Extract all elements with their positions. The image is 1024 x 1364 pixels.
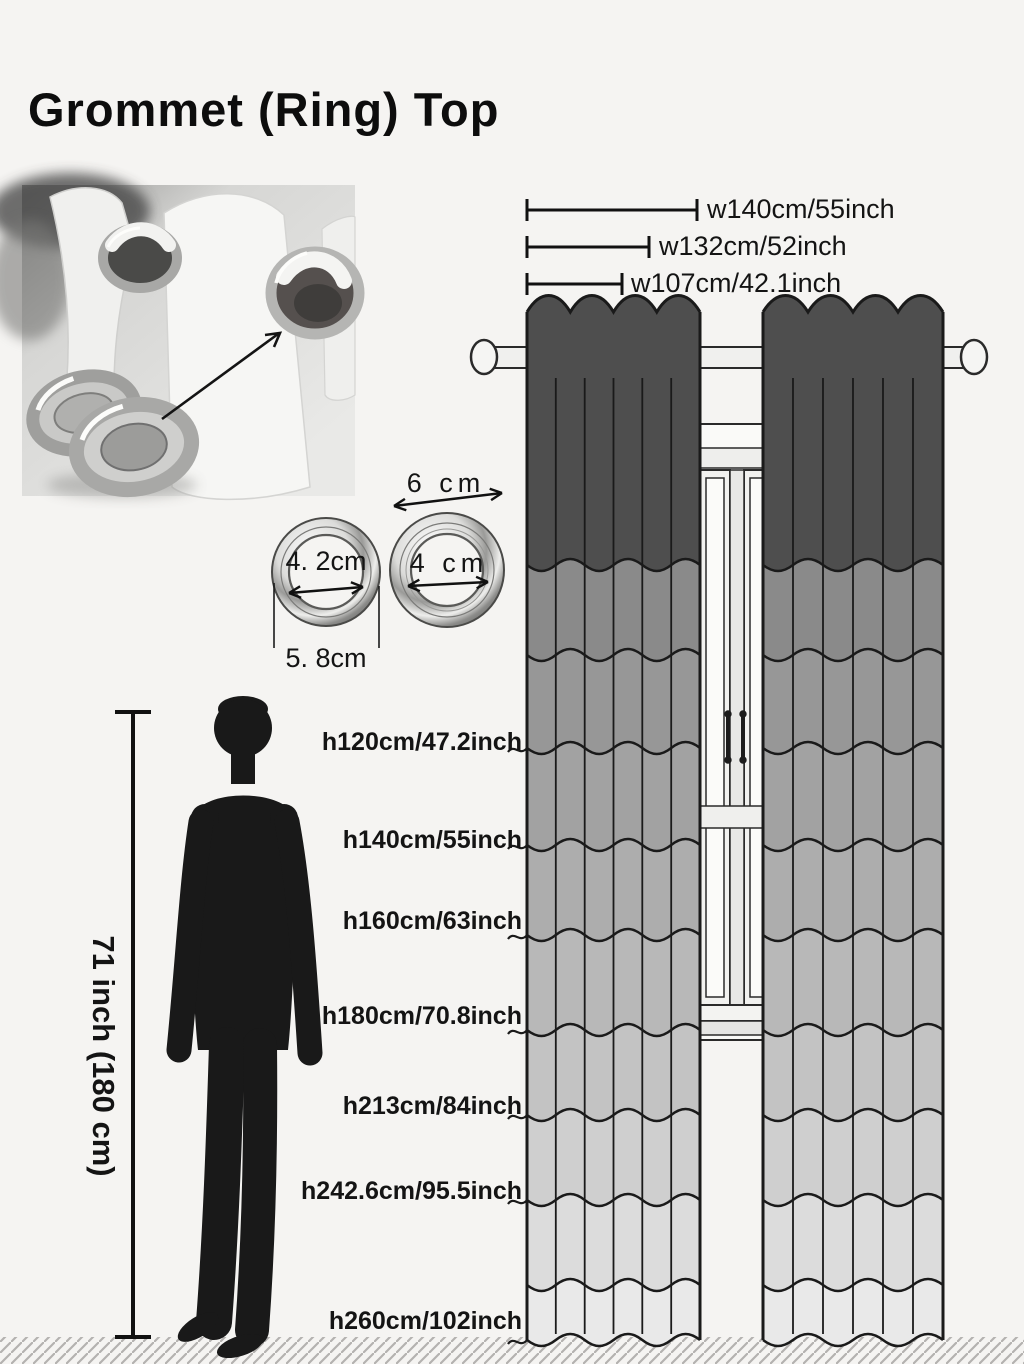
grommet-in-fabric-icon	[103, 228, 177, 288]
height-label-h213: h213cm/84inch	[342, 1092, 522, 1120]
ring-inner-diameter-label: 4 cm	[409, 548, 489, 578]
grommet-in-fabric-icon	[271, 252, 359, 334]
ring-outer-diameter-label: 5. 8cm	[285, 643, 367, 673]
rod-finial-left	[471, 340, 497, 374]
ring-inner-diameter-label: 4. 2cm	[285, 546, 367, 576]
rod-finial-right	[961, 340, 987, 374]
ring-outer-diameter-label: 6 cm	[406, 468, 486, 498]
grommet-photo	[0, 173, 359, 499]
height-label-h180: h180cm/70.8inch	[321, 1002, 522, 1030]
width-label-107: w107cm/42.1inch	[631, 268, 842, 298]
width-label-140: w140cm/55inch	[707, 194, 895, 224]
person-height-label: 71 inch (180 cm)	[86, 935, 121, 1177]
height-label-h242: h242.6cm/95.5inch	[301, 1177, 522, 1205]
page-title: Grommet (Ring) Top	[28, 83, 500, 136]
height-label-h140: h140cm/55inch	[342, 826, 522, 854]
height-label-h260: h260cm/102inch	[328, 1307, 522, 1335]
height-label-h160: h160cm/63inch	[342, 907, 522, 935]
height-label-h120: h120cm/47.2inch	[321, 728, 522, 756]
width-label-132: w132cm/52inch	[659, 231, 847, 261]
